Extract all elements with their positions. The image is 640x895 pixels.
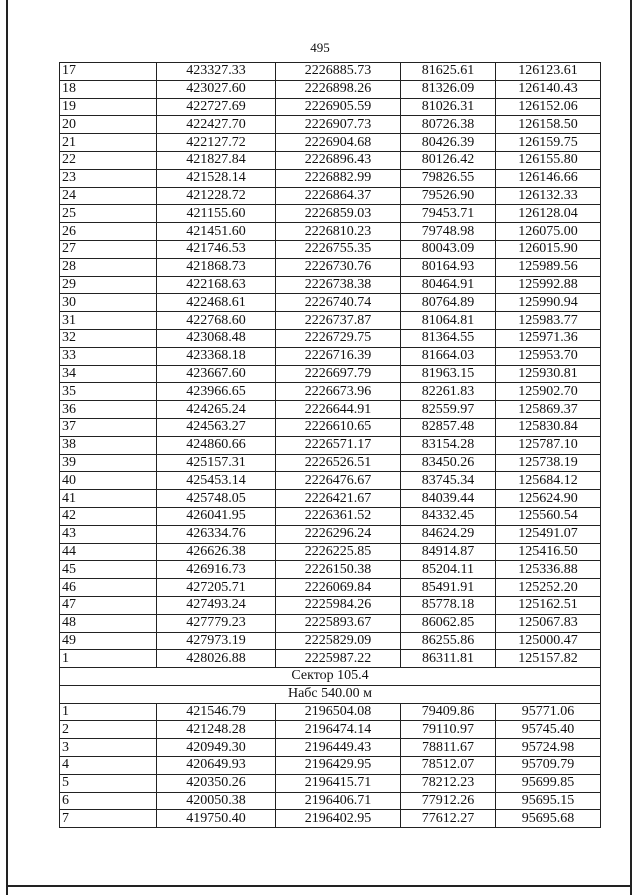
table-row bbox=[60, 98, 601, 116]
coord-x-cell: 428026.88 bbox=[157, 650, 276, 668]
point-number-cell: 24 bbox=[60, 187, 157, 205]
coord-local-y-cell: 125157.82 bbox=[496, 650, 601, 668]
coord-y-cell: 2196449.43 bbox=[276, 739, 401, 757]
point-number-cell: 5 bbox=[60, 774, 157, 792]
coord-x-cell: 420949.30 bbox=[157, 739, 276, 757]
coord-x-cell: 426916.73 bbox=[157, 561, 276, 579]
coordinates-table bbox=[59, 62, 601, 828]
coord-y-cell: 2226864.37 bbox=[276, 187, 401, 205]
coord-local-x-cell: 79826.55 bbox=[401, 169, 496, 187]
point-number-cell: 7 bbox=[60, 810, 157, 828]
coord-y-cell: 2226905.59 bbox=[276, 98, 401, 116]
coord-local-x-cell: 85491.91 bbox=[401, 579, 496, 597]
coord-local-x-cell: 78512.07 bbox=[401, 757, 496, 775]
coord-local-y-cell: 125491.07 bbox=[496, 525, 601, 543]
coord-local-x-cell: 80164.93 bbox=[401, 258, 496, 276]
table-row bbox=[60, 401, 601, 419]
coord-local-x-cell: 80126.42 bbox=[401, 151, 496, 169]
coord-local-y-cell: 125560.54 bbox=[496, 507, 601, 525]
coord-local-y-cell: 126132.33 bbox=[496, 187, 601, 205]
point-number-cell: 27 bbox=[60, 240, 157, 258]
coord-local-x-cell: 83745.34 bbox=[401, 472, 496, 490]
coord-y-cell: 2196402.95 bbox=[276, 810, 401, 828]
coord-local-x-cell: 80726.38 bbox=[401, 116, 496, 134]
table-row bbox=[60, 383, 601, 401]
coord-x-cell: 425748.05 bbox=[157, 490, 276, 508]
point-number-cell: 32 bbox=[60, 329, 157, 347]
coord-local-y-cell: 95699.85 bbox=[496, 774, 601, 792]
coord-local-y-cell: 125624.90 bbox=[496, 490, 601, 508]
table-row bbox=[60, 561, 601, 579]
coord-local-x-cell: 85204.11 bbox=[401, 561, 496, 579]
coord-y-cell: 2226885.73 bbox=[276, 63, 401, 81]
coord-local-x-cell: 85778.18 bbox=[401, 596, 496, 614]
coord-local-y-cell: 125738.19 bbox=[496, 454, 601, 472]
coord-y-cell: 2226907.73 bbox=[276, 116, 401, 134]
coord-local-y-cell: 125830.84 bbox=[496, 418, 601, 436]
page-number: 495 bbox=[310, 40, 330, 55]
coord-local-y-cell: 125902.70 bbox=[496, 383, 601, 401]
table-row bbox=[60, 134, 601, 152]
coord-local-y-cell: 125787.10 bbox=[496, 436, 601, 454]
page-edge-bottom bbox=[6, 885, 632, 887]
coord-x-cell: 420050.38 bbox=[157, 792, 276, 810]
point-number-cell: 45 bbox=[60, 561, 157, 579]
coord-y-cell: 2225987.22 bbox=[276, 650, 401, 668]
coord-x-cell: 422127.72 bbox=[157, 134, 276, 152]
table-row bbox=[60, 240, 601, 258]
coord-local-y-cell: 95695.15 bbox=[496, 792, 601, 810]
coord-local-y-cell: 125416.50 bbox=[496, 543, 601, 561]
coord-x-cell: 424265.24 bbox=[157, 401, 276, 419]
coord-local-x-cell: 84039.44 bbox=[401, 490, 496, 508]
table-row bbox=[60, 365, 601, 383]
coord-y-cell: 2226896.43 bbox=[276, 151, 401, 169]
table-row bbox=[60, 187, 601, 205]
coord-local-y-cell: 95709.79 bbox=[496, 757, 601, 775]
coord-local-y-cell: 126123.61 bbox=[496, 63, 601, 81]
point-number-cell: 34 bbox=[60, 365, 157, 383]
point-number-cell: 36 bbox=[60, 401, 157, 419]
table-row bbox=[60, 614, 601, 632]
coord-local-y-cell: 125000.47 bbox=[496, 632, 601, 650]
coord-local-x-cell: 81326.09 bbox=[401, 80, 496, 98]
coord-y-cell: 2226296.24 bbox=[276, 525, 401, 543]
point-number-cell: 30 bbox=[60, 294, 157, 312]
point-number-cell: 38 bbox=[60, 436, 157, 454]
table-row bbox=[60, 312, 601, 330]
coord-x-cell: 427779.23 bbox=[157, 614, 276, 632]
coord-local-y-cell: 125869.37 bbox=[496, 401, 601, 419]
coordinates-table-body-bottom bbox=[60, 703, 601, 828]
coord-x-cell: 427493.24 bbox=[157, 596, 276, 614]
coord-local-y-cell: 125992.88 bbox=[496, 276, 601, 294]
coord-x-cell: 419750.40 bbox=[157, 810, 276, 828]
coord-y-cell: 2226859.03 bbox=[276, 205, 401, 223]
coord-y-cell: 2226225.85 bbox=[276, 543, 401, 561]
coord-local-y-cell: 126140.43 bbox=[496, 80, 601, 98]
coord-local-x-cell: 81963.15 bbox=[401, 365, 496, 383]
coord-local-y-cell: 125162.51 bbox=[496, 596, 601, 614]
point-number-cell: 31 bbox=[60, 312, 157, 330]
coord-x-cell: 423327.33 bbox=[157, 63, 276, 81]
coord-local-x-cell: 78811.67 bbox=[401, 739, 496, 757]
coord-local-y-cell: 126015.90 bbox=[496, 240, 601, 258]
table-row bbox=[60, 223, 601, 241]
point-number-cell: 2 bbox=[60, 721, 157, 739]
coord-y-cell: 2226898.26 bbox=[276, 80, 401, 98]
coord-local-x-cell: 81026.31 bbox=[401, 98, 496, 116]
coord-local-x-cell: 84332.45 bbox=[401, 507, 496, 525]
table-row bbox=[60, 80, 601, 98]
coord-x-cell: 427973.19 bbox=[157, 632, 276, 650]
coord-y-cell: 2225829.09 bbox=[276, 632, 401, 650]
coord-y-cell: 2226755.35 bbox=[276, 240, 401, 258]
coord-local-x-cell: 83450.26 bbox=[401, 454, 496, 472]
point-number-cell: 18 bbox=[60, 80, 157, 98]
point-number-cell: 3 bbox=[60, 739, 157, 757]
coord-local-x-cell: 82857.48 bbox=[401, 418, 496, 436]
coord-x-cell: 427205.71 bbox=[157, 579, 276, 597]
coord-y-cell: 2226571.17 bbox=[276, 436, 401, 454]
coord-local-y-cell: 95745.40 bbox=[496, 721, 601, 739]
coord-x-cell: 421248.28 bbox=[157, 721, 276, 739]
coord-local-x-cell: 80043.09 bbox=[401, 240, 496, 258]
coord-x-cell: 420649.93 bbox=[157, 757, 276, 775]
section-subtitle: Набс 540.00 м bbox=[60, 685, 601, 703]
point-number-cell: 17 bbox=[60, 63, 157, 81]
coord-y-cell: 2226716.39 bbox=[276, 347, 401, 365]
coord-local-x-cell: 86255.86 bbox=[401, 632, 496, 650]
point-number-cell: 46 bbox=[60, 579, 157, 597]
point-number-cell: 20 bbox=[60, 116, 157, 134]
table-row bbox=[60, 169, 601, 187]
coord-local-x-cell: 79453.71 bbox=[401, 205, 496, 223]
coord-y-cell: 2196429.95 bbox=[276, 757, 401, 775]
coord-local-y-cell: 126075.00 bbox=[496, 223, 601, 241]
point-number-cell: 48 bbox=[60, 614, 157, 632]
point-number-cell: 44 bbox=[60, 543, 157, 561]
coord-x-cell: 421528.14 bbox=[157, 169, 276, 187]
coord-y-cell: 2226644.91 bbox=[276, 401, 401, 419]
point-number-cell: 1 bbox=[60, 650, 157, 668]
coord-x-cell: 422768.60 bbox=[157, 312, 276, 330]
section-header bbox=[60, 668, 601, 704]
table-row bbox=[60, 579, 601, 597]
table-row bbox=[60, 258, 601, 276]
coord-local-x-cell: 79526.90 bbox=[401, 187, 496, 205]
table-row bbox=[60, 329, 601, 347]
coord-local-x-cell: 77612.27 bbox=[401, 810, 496, 828]
table-row bbox=[60, 792, 601, 810]
point-number-cell: 19 bbox=[60, 98, 157, 116]
table-row bbox=[60, 739, 601, 757]
coord-local-x-cell: 86311.81 bbox=[401, 650, 496, 668]
coord-x-cell: 421868.73 bbox=[157, 258, 276, 276]
coord-local-x-cell: 80426.39 bbox=[401, 134, 496, 152]
table-row bbox=[60, 757, 601, 775]
coord-x-cell: 423068.48 bbox=[157, 329, 276, 347]
table-row bbox=[60, 721, 601, 739]
coord-local-y-cell: 126155.80 bbox=[496, 151, 601, 169]
point-number-cell: 29 bbox=[60, 276, 157, 294]
coord-local-y-cell: 125684.12 bbox=[496, 472, 601, 490]
table-row bbox=[60, 632, 601, 650]
coord-x-cell: 426626.38 bbox=[157, 543, 276, 561]
coord-local-y-cell: 125252.20 bbox=[496, 579, 601, 597]
coord-y-cell: 2226421.67 bbox=[276, 490, 401, 508]
table-row bbox=[60, 703, 601, 721]
coord-local-y-cell: 125067.83 bbox=[496, 614, 601, 632]
section-subtitle-row bbox=[60, 685, 601, 703]
coord-x-cell: 425157.31 bbox=[157, 454, 276, 472]
coord-local-y-cell: 126152.06 bbox=[496, 98, 601, 116]
coord-local-y-cell: 95695.68 bbox=[496, 810, 601, 828]
coord-local-y-cell: 125989.56 bbox=[496, 258, 601, 276]
table-row bbox=[60, 276, 601, 294]
coord-local-y-cell: 125336.88 bbox=[496, 561, 601, 579]
coord-local-y-cell: 126159.75 bbox=[496, 134, 601, 152]
table-row bbox=[60, 596, 601, 614]
coord-y-cell: 2196504.08 bbox=[276, 703, 401, 721]
coord-y-cell: 2226738.38 bbox=[276, 276, 401, 294]
point-number-cell: 26 bbox=[60, 223, 157, 241]
point-number-cell: 4 bbox=[60, 757, 157, 775]
table-row bbox=[60, 507, 601, 525]
coord-local-x-cell: 84624.29 bbox=[401, 525, 496, 543]
table-row bbox=[60, 347, 601, 365]
coord-local-x-cell: 83154.28 bbox=[401, 436, 496, 454]
table-row bbox=[60, 525, 601, 543]
coord-y-cell: 2225984.26 bbox=[276, 596, 401, 614]
point-number-cell: 6 bbox=[60, 792, 157, 810]
coord-local-y-cell: 126146.66 bbox=[496, 169, 601, 187]
point-number-cell: 41 bbox=[60, 490, 157, 508]
coord-local-x-cell: 82559.97 bbox=[401, 401, 496, 419]
coord-local-x-cell: 81664.03 bbox=[401, 347, 496, 365]
point-number-cell: 23 bbox=[60, 169, 157, 187]
coord-x-cell: 423667.60 bbox=[157, 365, 276, 383]
coord-local-x-cell: 81625.61 bbox=[401, 63, 496, 81]
section-title-row bbox=[60, 668, 601, 686]
coord-y-cell: 2226526.51 bbox=[276, 454, 401, 472]
coord-local-y-cell: 125953.70 bbox=[496, 347, 601, 365]
point-number-cell: 43 bbox=[60, 525, 157, 543]
coord-y-cell: 2225893.67 bbox=[276, 614, 401, 632]
point-number-cell: 40 bbox=[60, 472, 157, 490]
coord-x-cell: 421155.60 bbox=[157, 205, 276, 223]
page-edge-left bbox=[6, 0, 8, 895]
page-edge-right bbox=[630, 0, 632, 895]
coord-local-y-cell: 95724.98 bbox=[496, 739, 601, 757]
coord-x-cell: 425453.14 bbox=[157, 472, 276, 490]
table-row bbox=[60, 810, 601, 828]
point-number-cell: 21 bbox=[60, 134, 157, 152]
table-row bbox=[60, 418, 601, 436]
coord-y-cell: 2226673.96 bbox=[276, 383, 401, 401]
point-number-cell: 47 bbox=[60, 596, 157, 614]
coord-y-cell: 2226069.84 bbox=[276, 579, 401, 597]
coord-x-cell: 422727.69 bbox=[157, 98, 276, 116]
coord-y-cell: 2226882.99 bbox=[276, 169, 401, 187]
coord-x-cell: 423027.60 bbox=[157, 80, 276, 98]
point-number-cell: 28 bbox=[60, 258, 157, 276]
point-number-cell: 42 bbox=[60, 507, 157, 525]
coord-local-x-cell: 80464.91 bbox=[401, 276, 496, 294]
coord-local-x-cell: 79110.97 bbox=[401, 721, 496, 739]
coord-y-cell: 2196415.71 bbox=[276, 774, 401, 792]
coord-y-cell: 2226730.76 bbox=[276, 258, 401, 276]
coord-y-cell: 2226476.67 bbox=[276, 472, 401, 490]
coord-y-cell: 2226697.79 bbox=[276, 365, 401, 383]
coord-y-cell: 2226810.23 bbox=[276, 223, 401, 241]
coord-x-cell: 421451.60 bbox=[157, 223, 276, 241]
point-number-cell: 22 bbox=[60, 151, 157, 169]
table-row bbox=[60, 774, 601, 792]
coord-local-y-cell: 125990.94 bbox=[496, 294, 601, 312]
table-row bbox=[60, 294, 601, 312]
coord-y-cell: 2226740.74 bbox=[276, 294, 401, 312]
table-row bbox=[60, 650, 601, 668]
table-row bbox=[60, 116, 601, 134]
coord-local-y-cell: 126128.04 bbox=[496, 205, 601, 223]
coord-y-cell: 2226729.75 bbox=[276, 329, 401, 347]
point-number-cell: 49 bbox=[60, 632, 157, 650]
coord-local-x-cell: 81364.55 bbox=[401, 329, 496, 347]
coord-x-cell: 420350.26 bbox=[157, 774, 276, 792]
coordinates-table-body-top bbox=[60, 63, 601, 668]
coord-y-cell: 2226737.87 bbox=[276, 312, 401, 330]
coord-x-cell: 426041.95 bbox=[157, 507, 276, 525]
coord-local-x-cell: 86062.85 bbox=[401, 614, 496, 632]
coord-x-cell: 421746.53 bbox=[157, 240, 276, 258]
coord-y-cell: 2226150.38 bbox=[276, 561, 401, 579]
coord-local-y-cell: 125930.81 bbox=[496, 365, 601, 383]
point-number-cell: 25 bbox=[60, 205, 157, 223]
table-row bbox=[60, 205, 601, 223]
table-row bbox=[60, 543, 601, 561]
coord-local-x-cell: 82261.83 bbox=[401, 383, 496, 401]
coord-local-y-cell: 95771.06 bbox=[496, 703, 601, 721]
coord-x-cell: 423368.18 bbox=[157, 347, 276, 365]
point-number-cell: 35 bbox=[60, 383, 157, 401]
point-number-cell: 37 bbox=[60, 418, 157, 436]
coord-x-cell: 421228.72 bbox=[157, 187, 276, 205]
section-title: Сектор 105.4 bbox=[60, 668, 601, 686]
coord-local-y-cell: 125983.77 bbox=[496, 312, 601, 330]
coord-x-cell: 424860.66 bbox=[157, 436, 276, 454]
coord-local-y-cell: 125971.36 bbox=[496, 329, 601, 347]
coord-y-cell: 2196406.71 bbox=[276, 792, 401, 810]
coord-local-x-cell: 79748.98 bbox=[401, 223, 496, 241]
coord-local-x-cell: 79409.86 bbox=[401, 703, 496, 721]
coord-local-x-cell: 84914.87 bbox=[401, 543, 496, 561]
table-row bbox=[60, 472, 601, 490]
coord-x-cell: 422168.63 bbox=[157, 276, 276, 294]
coord-x-cell: 421827.84 bbox=[157, 151, 276, 169]
point-number-cell: 1 bbox=[60, 703, 157, 721]
point-number-cell: 33 bbox=[60, 347, 157, 365]
coord-y-cell: 2226361.52 bbox=[276, 507, 401, 525]
coord-local-x-cell: 77912.26 bbox=[401, 792, 496, 810]
coord-x-cell: 423966.65 bbox=[157, 383, 276, 401]
coord-y-cell: 2226904.68 bbox=[276, 134, 401, 152]
coord-local-x-cell: 78212.23 bbox=[401, 774, 496, 792]
table-row bbox=[60, 63, 601, 81]
coord-local-x-cell: 80764.89 bbox=[401, 294, 496, 312]
coord-local-x-cell: 81064.81 bbox=[401, 312, 496, 330]
coord-x-cell: 422468.61 bbox=[157, 294, 276, 312]
table-row bbox=[60, 490, 601, 508]
table-row bbox=[60, 454, 601, 472]
coord-x-cell: 422427.70 bbox=[157, 116, 276, 134]
table-row bbox=[60, 436, 601, 454]
coord-y-cell: 2196474.14 bbox=[276, 721, 401, 739]
coord-y-cell: 2226610.65 bbox=[276, 418, 401, 436]
table-row bbox=[60, 151, 601, 169]
coord-local-y-cell: 126158.50 bbox=[496, 116, 601, 134]
coord-x-cell: 426334.76 bbox=[157, 525, 276, 543]
point-number-cell: 39 bbox=[60, 454, 157, 472]
coord-x-cell: 424563.27 bbox=[157, 418, 276, 436]
coord-x-cell: 421546.79 bbox=[157, 703, 276, 721]
